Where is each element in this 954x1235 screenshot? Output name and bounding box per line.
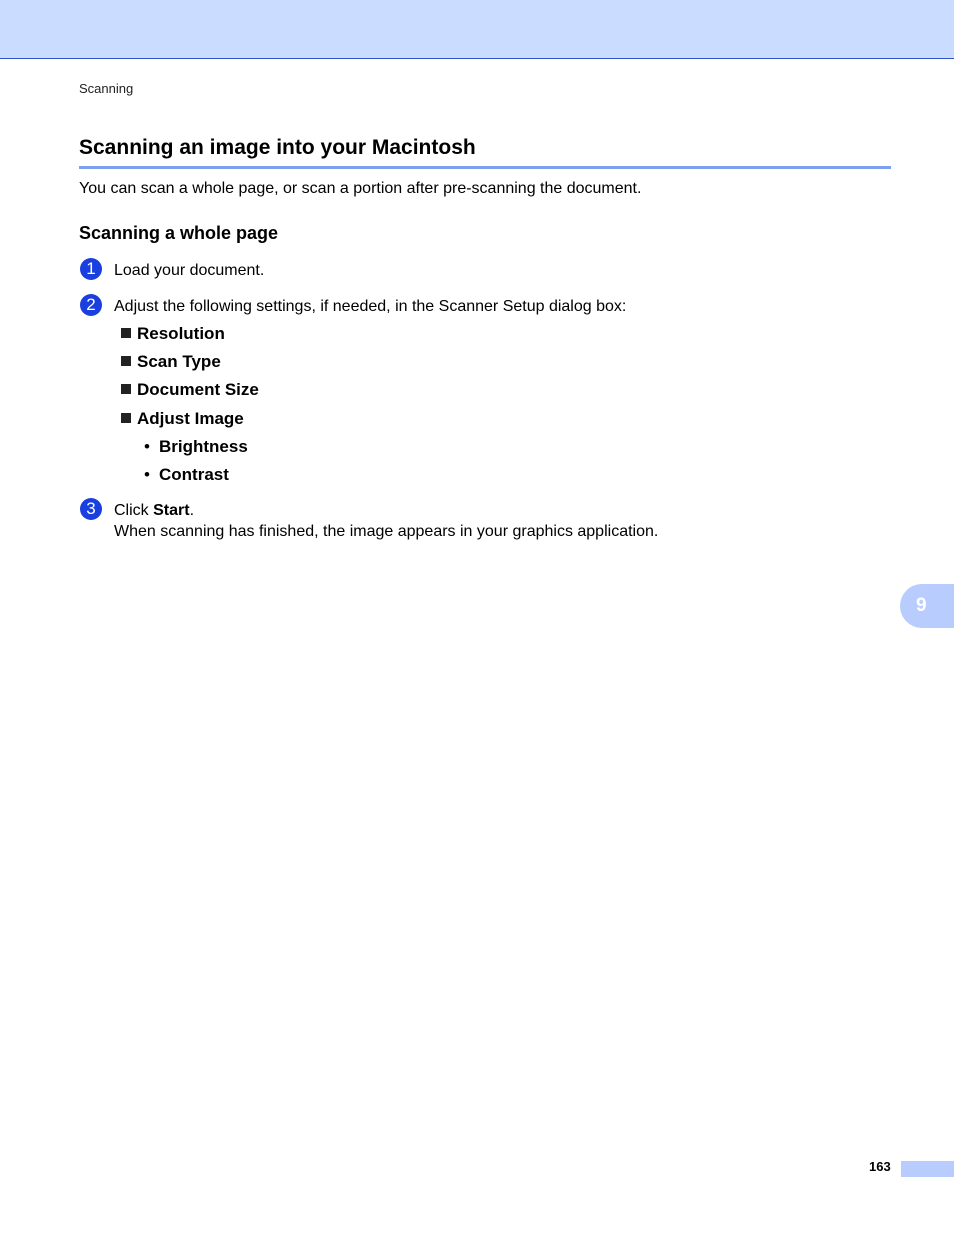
step-3-suffix: . [189,502,195,519]
step-3-text [114,500,658,542]
square-bullet-icon [121,413,131,423]
title-underline [79,166,891,169]
setting-item [121,409,244,429]
setting-item [121,352,221,372]
step-3-result: When scanning has finished, the image appears in your graphics application. [114,523,659,540]
setting-item [121,324,225,344]
page-number-bar [901,1161,954,1177]
start-keyword: Start [153,502,190,519]
adjust-label: Brightness [159,437,248,456]
page-number: 163 [869,1159,891,1174]
step-2-text: Adjust the following settings, if needed, in the Scanner Setup dialog box: [114,298,627,315]
setting-item [121,380,259,400]
square-bullet-icon [121,384,131,394]
intro-paragraph: You can scan a whole page, or scan a portion after pre-scanning the document. [79,180,642,197]
square-bullet-icon [121,328,131,338]
header-band [0,0,954,59]
dot-bullet-icon: • [144,437,150,456]
adjust-item [144,437,248,457]
dot-bullet-icon: • [144,465,150,484]
subheading: Scanning a whole page [79,223,279,243]
setting-label: Resolution [137,324,225,343]
step-1-number-icon: 1 [80,258,102,280]
adjust-item [144,465,229,485]
square-bullet-icon [121,356,131,366]
step-3-prefix: Click [114,502,154,519]
setting-label: Document Size [137,380,259,399]
step-3-number-icon: 3 [80,498,102,520]
step-1-text: Load your document. [114,262,265,279]
step-2-number-icon: 2 [80,294,102,316]
adjust-label: Contrast [159,465,229,484]
chapter-tab: 9 [900,584,954,628]
section-title: Scanning an image into your Macintosh [79,136,476,159]
setting-label: Adjust Image [137,409,244,428]
setting-label: Scan Type [137,352,221,371]
running-head: Scanning [79,81,134,96]
